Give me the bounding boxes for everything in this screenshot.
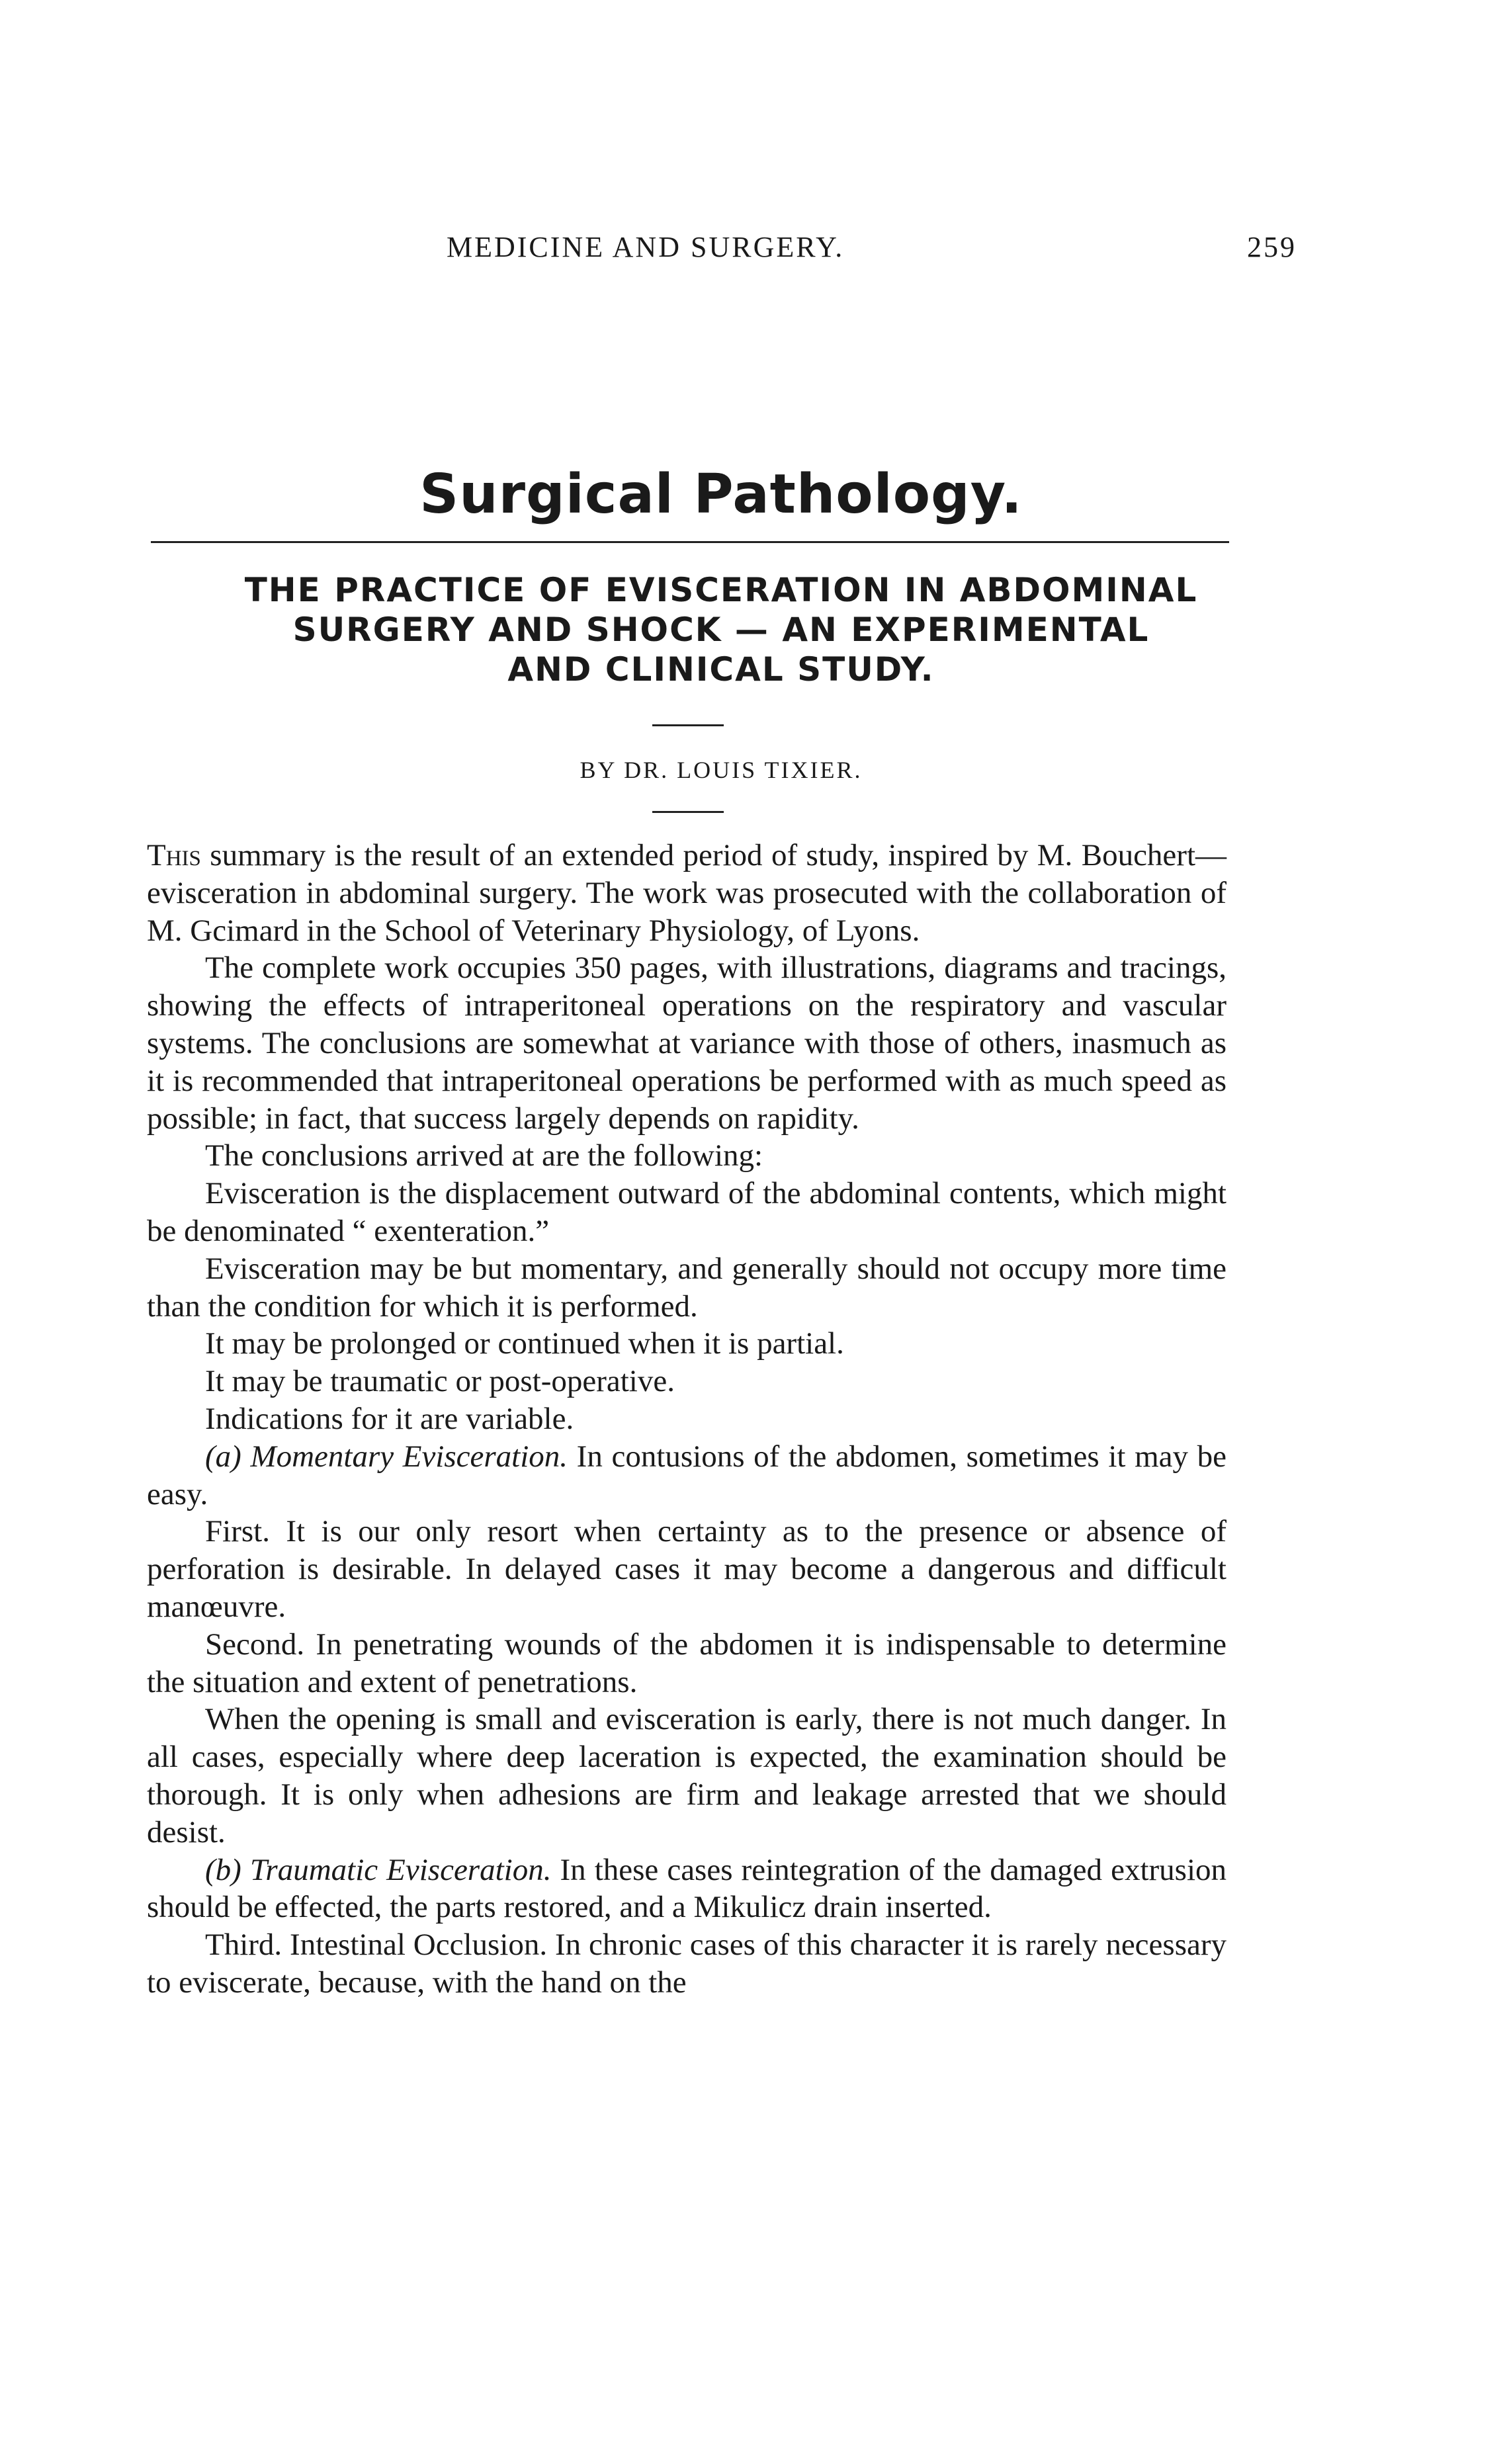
- paragraph-3: The conclusions arrived at are the following:: [205, 1138, 763, 1173]
- paragraph-4: Evisceration is the displacement outward of the abdominal contents, which might be denominated “ exenteration.”: [147, 1176, 1227, 1248]
- title-divider: [652, 724, 724, 726]
- paragraph-9-text: In contusions of the abdomen, sometimes it may be easy.: [147, 1439, 1227, 1511]
- paragraph-9: [147, 1438, 1227, 1513]
- section-divider: [151, 541, 1229, 543]
- paragraph-1-lead: This: [147, 838, 201, 872]
- byline-divider: [652, 811, 724, 813]
- paragraph-1-text: summary is the result of an extended period of study, inspired by M. Bouchert—evisceration in abdominal surgery. The work was prosecuted with the collaboration of M. Gcimard in the School of Veterinary Physiology, of Lyons.: [147, 838, 1227, 948]
- article-title-line-3: AND CLINICAL STUDY.: [507, 650, 935, 689]
- page-number: 259: [1247, 231, 1297, 263]
- section-title: Surgical Pathology.: [419, 463, 1023, 526]
- paragraph-14: Third. Intestinal Occlusion. In chronic cases of this character it is rarely necessary to eviscerate, because, with the hand on the: [147, 1928, 1227, 2000]
- running-head-title: MEDICINE AND SURGERY.: [447, 231, 845, 263]
- paragraph-13-heading: (b) Traumatic Evisceration.: [205, 1852, 552, 1887]
- article-title-line-1: THE PRACTICE OF EVISCERATION IN ABDOMINAL: [244, 571, 1198, 609]
- paragraph-6: It may be prolonged or continued when it is partial.: [205, 1326, 844, 1361]
- article-title-line-2: SURGERY AND SHOCK — AN EXPERIMENTAL: [292, 611, 1150, 649]
- paragraph-7: It may be traumatic or post-operative.: [205, 1364, 675, 1399]
- paragraph-9-heading: (a) Momentary Evisceration.: [205, 1439, 568, 1474]
- article-title: [146, 570, 1297, 689]
- paragraph-13-text: In these cases reintegration of the damaged extrusion should be effected, the parts restored, and a Mikulicz drain inserted.: [147, 1852, 1227, 1925]
- paragraph-8: Indications for it are variable.: [205, 1401, 574, 1436]
- paragraph-12: When the opening is small and evisceration is early, there is not much danger. In all cases, especially where deep laceration is expected, the examination should be thorough. It is only when adhesions are firm and leakage arrested that we should desist.: [147, 1702, 1227, 1849]
- paragraph-5: Evisceration may be but momentary, and generally should not occupy more time than the condition for which it is performed.: [147, 1251, 1227, 1324]
- paragraph-13: [147, 1851, 1227, 1927]
- running-head: [146, 230, 1297, 276]
- article-body: [147, 837, 1227, 2002]
- paragraph-10: First. It is our only resort when certainty as to the presence or absence of perforation is desirable. In delayed cases it may become a dangerous and difficult manœuvre.: [147, 1514, 1227, 1624]
- paragraph-2: The complete work occupies 350 pages, with illustrations, diagrams and tracings, showing the effects of intraperitoneal operations on the respiratory and vascular systems. The conclusions are somewhat at variance with those of others, inasmuch as it is recommended that intraperitoneal operations be performed with as much speed as possible; in fact, that success largely depends on rapidity.: [147, 951, 1227, 1136]
- author-byline: BY DR. LOUIS TIXIER.: [580, 757, 863, 783]
- paragraph-1: [147, 837, 1227, 949]
- paragraph-11: Second. In penetrating wounds of the abdomen it is indispensable to determine the situation and extent of penetrations.: [147, 1627, 1227, 1699]
